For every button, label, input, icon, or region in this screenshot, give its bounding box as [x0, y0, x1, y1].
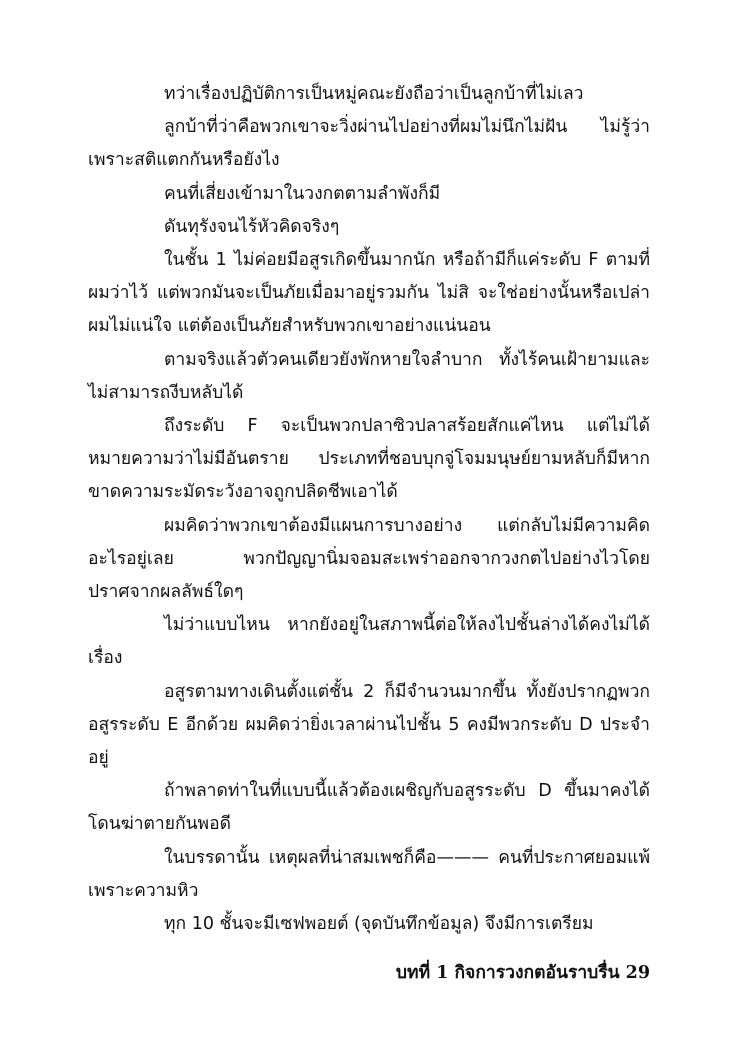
paragraph: ในบรรดานั้น เหตุผลที่น่าสมเพชก็คือ——— คนที่ประกาศยอมแพ้เพราะความหิว: [88, 847, 650, 901]
page-footer: [396, 961, 650, 985]
paragraph: ผมคิดว่าพวกเขาต้องมีแผนการบางอย่าง แต่กลับไม่มีความคิดอะไรอยู่เลย พวกปัญญานิ่มจอมสะเพร่าออกจากวงกตไปอย่างไวโดยปราศจากผลลัพธ์ใดๆ: [88, 515, 650, 603]
paragraph: ทว่าเรื่องปฏิบัติการเป็นหมู่คณะยังถือว่าเป็นลูกบ้าที่ไม่เลว: [164, 84, 584, 104]
body-text: [88, 78, 650, 941]
paragraph: ถึงระดับ F จะเป็นพวกปลาซิวปลาสร้อยสักแค่ไหน แต่ไม่ได้หมายความว่าไม่มีอันตราย ประเภทที่ชอบบุกจู่โจมมนุษย์ยามหลับก็มีหากขาดความระมัดระวังอาจถูกปลิดชีพเอาได้: [88, 416, 650, 503]
paragraph: ไม่ว่าแบบไหน หากยังอยู่ในสภาพนี้ต่อให้ลงไปชั้นล่างได้คงไม่ได้เรื่อง: [88, 615, 650, 669]
paragraph: ทุก 10 ชั้นจะมีเซฟพอยต์ (จุดบันทึกข้อมูล) จึงมีการเตรียม: [164, 914, 594, 935]
paragraph: ดันทุรังจนไร้หัวคิดจริงๆ: [164, 216, 340, 237]
page-number: 29: [625, 963, 650, 983]
paragraph: ตามจริงแล้วตัวคนเดียวยังพักหายใจลำบาก ทั้งไร้คนเฝ้ายามและไม่สามารถงีบหลับได้: [88, 349, 650, 403]
paragraph: คนที่เสี่ยงเข้ามาในวงกตตามลำพังก็มี: [164, 183, 441, 204]
paragraph: ในชั้น 1 ไม่ค่อยมีอสูรเกิดขึ้นมากนัก หรือถ้ามีก็แค่ระดับ F ตามที่ผมว่าไว้ แต่พวกมันจะเป็นภัยเมื่อมาอยู่รวมกัน ไม่สิ จะใช่อย่างนั้นหรือเปล่าผมไม่แน่ใจ แต่ต้องเป็นภัยสำหรับพวกเขาอย่างแน่นอน: [88, 250, 650, 337]
paragraph: ลูกบ้าที่ว่าคือพวกเขาจะวิ่งผ่านไปอย่างที่ผมไม่นึกไม่ฝัน ไม่รู้ว่าเพราะสติแตกกันหรือยังไง: [88, 117, 650, 171]
chapter-title: บทที่ 1 กิจการวงกตอันราบรื่น: [395, 963, 620, 983]
paragraph: ถ้าพลาดท่าในที่แบบนี้แล้วต้องเผชิญกับอสูรระดับ D ขึ้นมาคงได้โดนฆ่าตายกันพอดี: [88, 781, 650, 835]
paragraph: อสูรตามทางเดินตั้งแต่ชั้น 2 ก็มีจำนวนมากขึ้น ทั้งยังปรากฏพวกอสูรระดับ E อีกด้วย ผมคิดว่ายิ่งเวลาผ่านไปชั้น 5 คงมีพวกระดับ D ประจำอยู่: [88, 681, 650, 769]
